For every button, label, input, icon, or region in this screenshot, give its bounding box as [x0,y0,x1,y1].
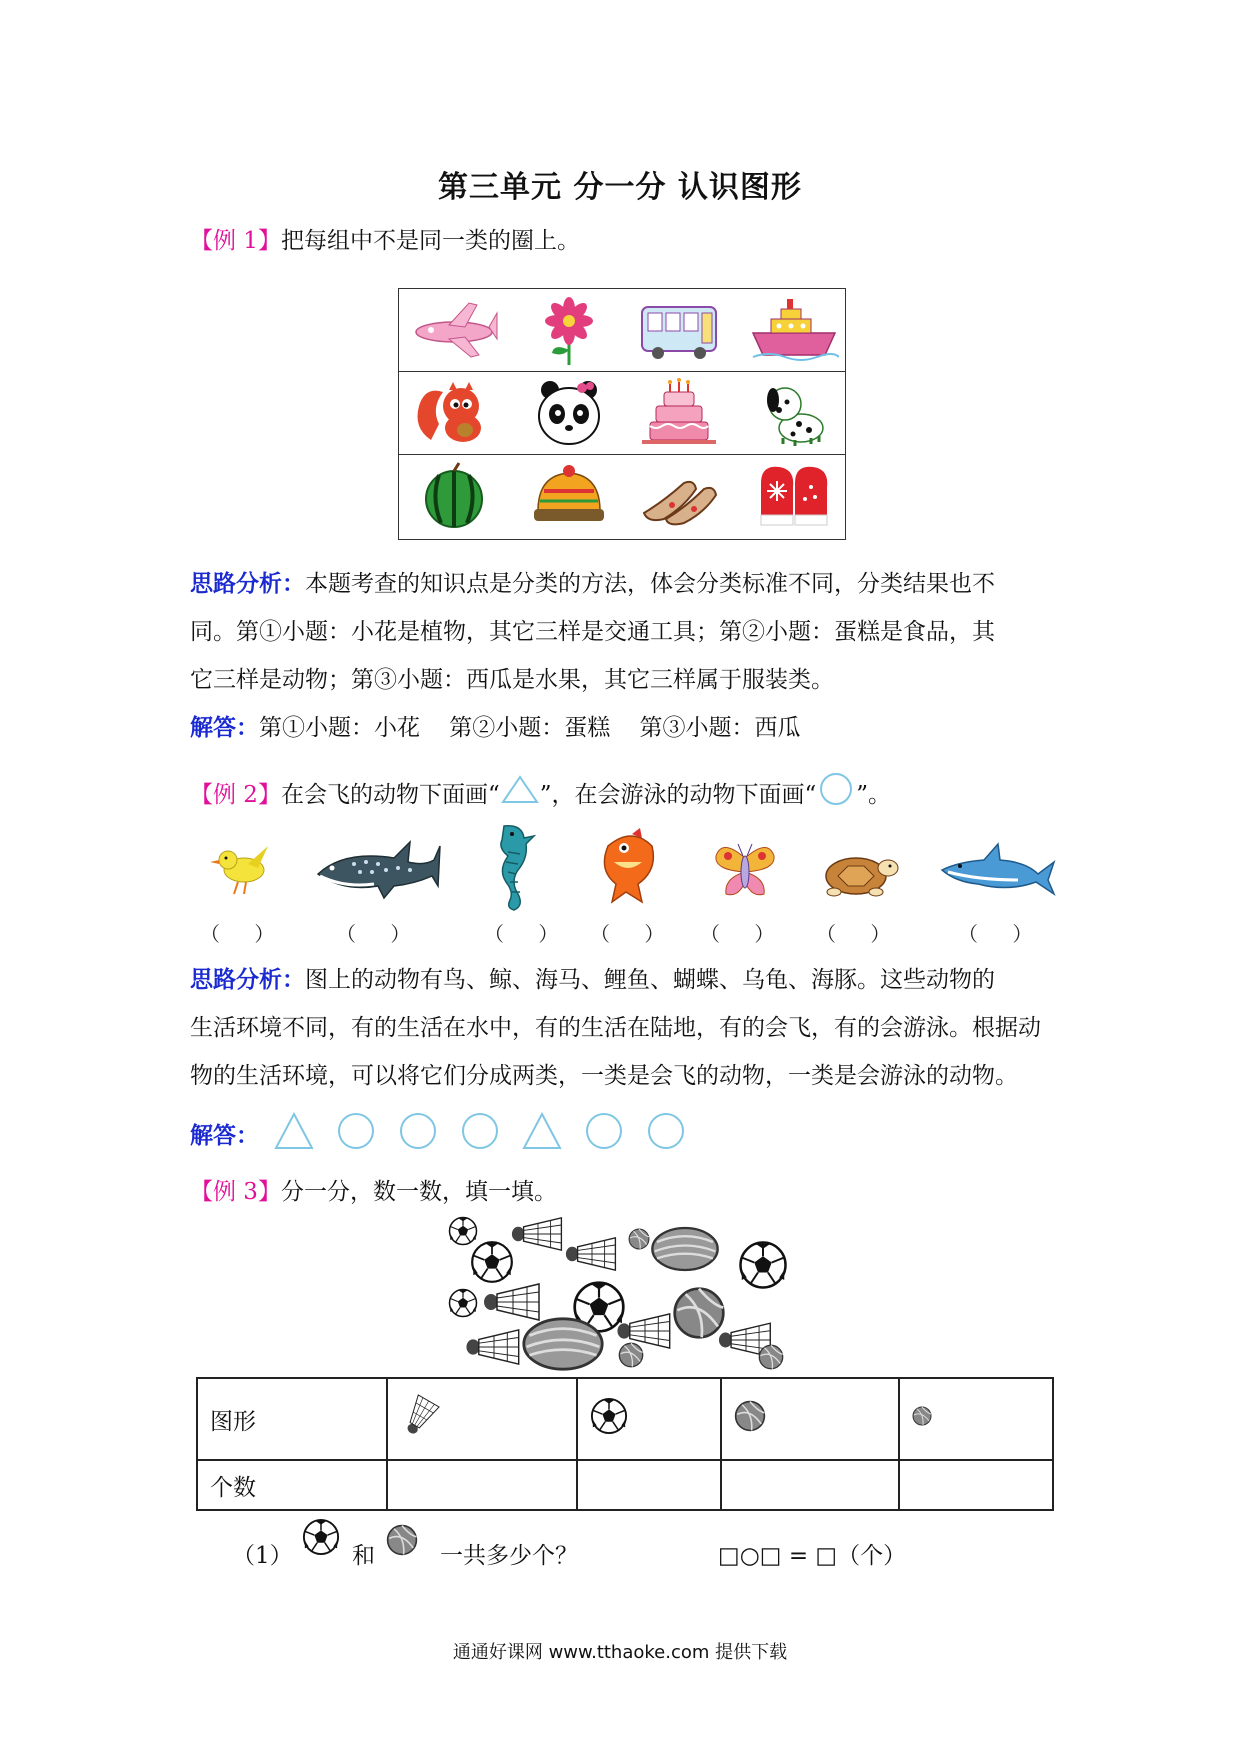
analysis-2-text-3: 物的生活环境，可以将它们分成两类，一类是会飞的动物，一类是会游泳的动物。 [190,1063,1018,1089]
example-1-grid [398,288,846,540]
example-1-tag: 【例 1】 [190,228,281,254]
analysis-1-text-3: 它三样是动物；第③小题：西瓜是水果，其它三样属于服装类。 [190,667,834,693]
answer-1-tag: 解答： [190,714,259,741]
volleyball-icon [912,1406,932,1426]
count-table [196,1377,1054,1511]
analysis-1-tag: 思路分析： [190,570,305,597]
analysis-1-text-2: 同。第①小题：小花是植物，其它三样是交通工具；第②小题：蛋糕是食品，其 [190,619,995,645]
table-row-shapes [197,1378,1053,1460]
table-cell-soccer [577,1378,721,1460]
example-3-line [190,1176,557,1208]
answer-shape-triangle-1 [276,1114,312,1148]
answer-1 [190,712,801,744]
count-input-rugby[interactable] [721,1460,899,1510]
example-2-prompt-b: ”，在会游泳的动物下面画“ [539,782,817,808]
shark-icon [314,836,444,906]
balls-cluster-image [440,1212,800,1372]
paren-1: （ ） [200,922,289,946]
plane-icon [409,295,499,365]
shuttlecock-icon [393,1389,448,1444]
table-label-count: 个数 [197,1460,387,1510]
paren-7: （ ） [958,922,1047,946]
turtle-icon [818,842,900,902]
table-cell-shuttlecock [387,1378,577,1460]
example-2-line [190,772,891,811]
q1-volleyball-icon [384,1524,420,1556]
flower-icon [524,295,614,365]
count-input-shuttlecock[interactable] [387,1460,577,1510]
count-input-soccer[interactable] [577,1460,721,1510]
example-2-prompt-c: ”。 [856,782,892,808]
answer-shape-triangle-2 [524,1114,560,1148]
answer-2-shapes [270,1106,690,1156]
q1-soccer-ball-icon [302,1518,340,1556]
table-cell-rugby [721,1378,899,1460]
table-label-shape: 图形 [197,1378,387,1460]
rugby-ball-icon [734,1400,766,1432]
circle-icon [816,772,856,806]
footer: 通通好课网 www.tthaoke.com 提供下载 [452,1642,788,1663]
answer-1-text: 第①小题：小花 第②小题：蛋糕 第③小题：西瓜 [259,715,801,741]
paren-6: （ ） [816,922,905,946]
example-1-prompt: 把每组中不是同一类的圈上。 [280,228,580,254]
analysis-1 [190,560,1060,704]
answer-2-label [190,1120,259,1152]
dog-icon [749,378,839,448]
page-title: 第三单元 分一分 认识图形 [438,170,802,205]
grid-row-1 [399,289,845,372]
paren-3: （ ） [484,922,573,946]
dolphin-icon [938,840,1056,898]
example-3-prompt: 分一分，数一数，填一填。 [280,1179,557,1205]
answer-2-tag: 解答： [190,1122,259,1149]
seahorse-icon [488,822,538,914]
example-3-tag: 【例 3】 [190,1179,281,1205]
paren-4: （ ） [590,922,679,946]
answer-shape-circle-1 [339,1114,373,1148]
watermelon-icon [409,461,499,531]
analysis-2 [190,956,1060,1100]
paren-5: （ ） [700,922,789,946]
count-input-volleyball[interactable] [899,1460,1053,1510]
soccer-ball-icon [590,1397,628,1435]
q1-text: 一共多少个？ [440,1543,578,1569]
mittens-icon [749,461,839,531]
squirrel-icon [409,378,499,448]
table-row-counts [197,1460,1053,1510]
example-2-prompt-a: 在会飞的动物下面画“ [280,782,500,808]
answer-shape-circle-4 [587,1114,621,1148]
grid-row-3 [399,455,845,538]
bird-icon [208,838,278,898]
analysis-2-tag: 思路分析： [190,966,305,993]
triangle-icon [500,774,540,804]
carp-icon [592,826,662,906]
answer-shape-circle-2 [401,1114,435,1148]
ship-icon [749,295,839,365]
answer-shape-circle-3 [463,1114,497,1148]
grid-row-2 [399,372,845,455]
analysis-1-text-1: 本题考查的知识点是分类的方法，体会分类标准不同，分类结果也不 [305,571,995,597]
answer-shape-circle-5 [649,1114,683,1148]
panda-icon [524,378,614,448]
analysis-2-text-1: 图上的动物有鸟、鲸、海马、鲤鱼、蝴蝶、乌龟、海豚。这些动物的 [305,967,995,993]
analysis-2-text-2: 生活环境不同，有的生活在水中，有的生活在陆地，有的会飞，有的会游泳。根据动 [190,1015,1041,1041]
example-2-tag: 【例 2】 [190,782,281,808]
cake-icon [634,378,724,448]
hat-icon [524,461,614,531]
paren-2: （ ） [336,922,425,946]
example-1-line [190,225,580,257]
q1-formula[interactable]: □○□ = □（个） [718,1543,907,1569]
shoes-icon [634,461,724,531]
q1-num: （1） [232,1543,293,1569]
q1-and: 和 [352,1543,375,1569]
bus-icon [634,295,724,365]
table-cell-volleyball [899,1378,1053,1460]
butterfly-icon [712,838,778,904]
